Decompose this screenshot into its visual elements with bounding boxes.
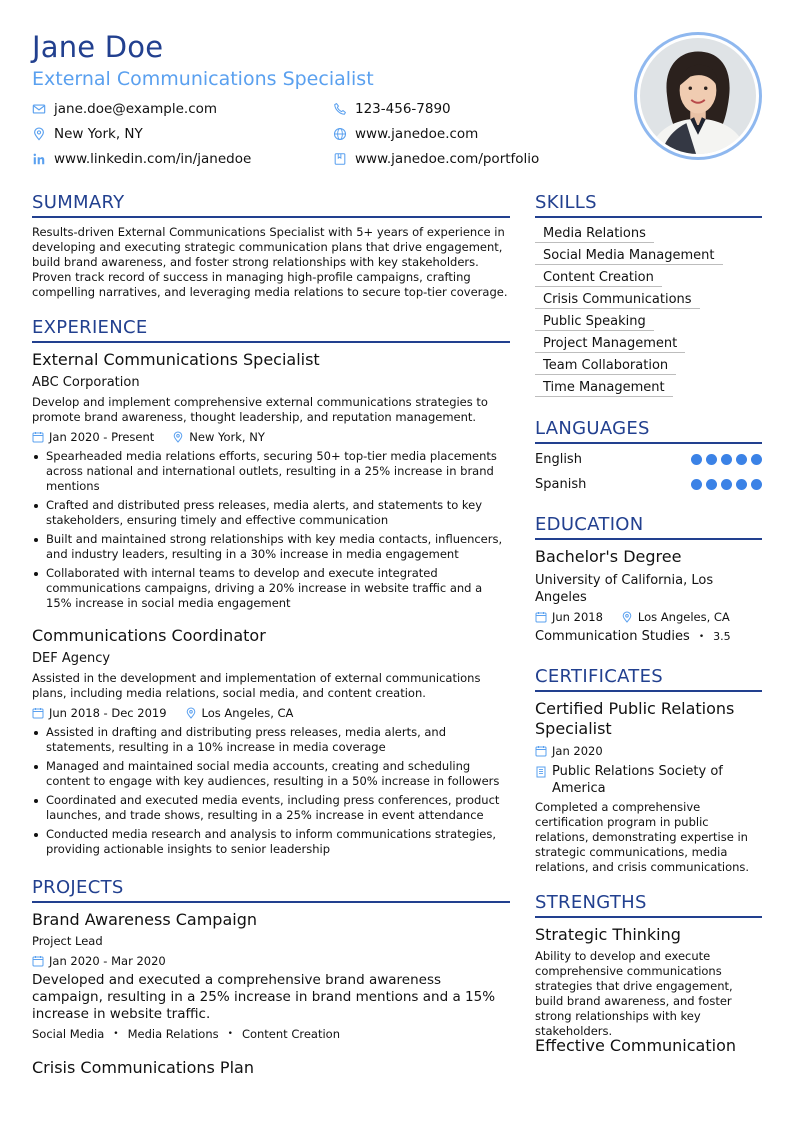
location-pin-icon: [185, 707, 197, 719]
contact-email[interactable]: [32, 101, 217, 117]
education-divider: [535, 538, 762, 540]
experience-divider: [32, 341, 510, 343]
contact-portfolio[interactable]: [333, 151, 539, 167]
portfolio-text: www.janedoe.com/portfolio: [355, 151, 540, 167]
summary-divider: [32, 216, 510, 218]
level-dot: [736, 479, 747, 490]
phone-text: 123-456-7890: [355, 101, 451, 117]
education-location: Los Angeles, CA: [637, 610, 730, 624]
portfolio-icon: [333, 152, 347, 166]
list-item: Assisted in drafting and distributing press releases, media alerts, and statements, resulting in a 10% increase in media coverage: [32, 725, 510, 755]
language-name: Spanish: [535, 477, 587, 492]
job-description: Develop and implement comprehensive external communications strategies to promote brand awareness, thought leadership, and reputation management.: [32, 395, 488, 424]
email-text: jane.doe@example.com: [54, 101, 218, 117]
projects-divider: [32, 901, 510, 903]
certificate-name: Certified Public Relations Specialist: [535, 699, 735, 738]
list-item: Conducted media research and analysis to inform communications strategies, providing actionable insights to senior leadership: [32, 827, 510, 857]
certificate-date: Jan 2020: [552, 744, 603, 758]
skill-item: Public Speaking: [535, 314, 654, 331]
summary-heading: SUMMARY: [32, 192, 125, 213]
language-level: [691, 479, 762, 490]
calendar-icon: [535, 611, 547, 623]
skills-heading: SKILLS: [535, 192, 597, 213]
location-pin-icon: [32, 127, 46, 141]
languages-heading: LANGUAGES: [535, 418, 650, 439]
job-meta: [32, 706, 293, 720]
location-text: New York, NY: [54, 126, 143, 142]
language-row: [535, 477, 762, 492]
languages-divider: [535, 442, 762, 444]
strength-name: Effective Communication: [535, 1036, 736, 1055]
strengths-heading: STRENGTHS: [535, 892, 647, 913]
job-dates: Jun 2018 - Dec 2019: [49, 706, 167, 720]
location-pin-icon: [621, 611, 633, 623]
projects-heading: PROJECTS: [32, 877, 124, 898]
job-meta: [32, 430, 265, 444]
level-dot: [736, 454, 747, 465]
job-dates: Jan 2020 - Present: [49, 430, 155, 444]
contact-location: [32, 126, 143, 142]
skill-item: Team Collaboration: [535, 358, 676, 375]
skill-item: Crisis Communications: [535, 292, 700, 309]
calendar-icon: [32, 431, 44, 443]
gpa: 3.5: [713, 630, 731, 643]
candidate-name: Jane Doe: [32, 30, 164, 64]
list-item: Built and maintained strong relationships with key media contacts, influencers, and industry leaders, resulting in a 30% increase in media engagement: [32, 532, 510, 562]
strength-description: Ability to develop and execute comprehensive communications strategies that drive engagement, build brand awareness, and foster strong relationships with key stakeholders.: [535, 949, 733, 1038]
level-dot: [751, 479, 762, 490]
job-title: Communications Coordinator: [32, 626, 266, 645]
calendar-icon: [535, 745, 547, 757]
language-row: [535, 452, 762, 467]
certificate-issuer-row: [535, 763, 752, 797]
job-location: New York, NY: [189, 430, 265, 444]
job-location: Los Angeles, CA: [201, 706, 294, 720]
linkedin-icon: [32, 152, 46, 166]
certificate-description: Completed a comprehensive certification program in public relations, demonstrating expertise in strategic communications, media relations, and crisis communications.: [535, 800, 750, 874]
level-dot: [706, 479, 717, 490]
project-dates: Jan 2020 - Mar 2020: [49, 954, 166, 968]
job-bullets: [32, 725, 510, 861]
level-dot: [691, 479, 702, 490]
job-company: DEF Agency: [32, 651, 111, 666]
job-bullets: [32, 449, 510, 615]
contact-phone[interactable]: [333, 101, 451, 117]
separator: •: [113, 1029, 119, 1039]
language-level: [691, 454, 762, 465]
separator: •: [698, 631, 705, 642]
phone-icon: [333, 102, 347, 116]
list-item: Coordinated and executed media events, including press conferences, product launches, and trade shows, resulting in a 25% increase in event attendance: [32, 793, 510, 823]
certificates-heading: CERTIFICATES: [535, 666, 663, 687]
project-title: Brand Awareness Campaign: [32, 910, 258, 929]
location-pin-icon: [172, 431, 184, 443]
skill-item: Social Media Management: [535, 248, 723, 265]
certificates-divider: [535, 690, 762, 692]
level-dot: [721, 479, 732, 490]
calendar-icon: [32, 707, 44, 719]
skill-item: Content Creation: [535, 270, 662, 287]
job-company: ABC Corporation: [32, 375, 140, 390]
separator: •: [227, 1029, 233, 1039]
list-item: Crafted and distributed press releases, media alerts, and statements to key stakeholders, ensuring timely and effective communication: [32, 498, 510, 528]
skill-item: Project Management: [535, 336, 685, 353]
experience-heading: EXPERIENCE: [32, 317, 148, 338]
website-text: www.janedoe.com: [355, 126, 479, 142]
list-item: Managed and maintained social media accounts, creating and scheduling content to engage with key audiences, resulting in a 50% increase in followers: [32, 759, 510, 789]
certificate-issuer: Public Relations Society of America: [552, 764, 723, 796]
project-title: Crisis Communications Plan: [32, 1058, 254, 1077]
level-dot: [751, 454, 762, 465]
school: University of California, Los Angeles: [535, 573, 714, 605]
project-description: Developed and executed a comprehensive brand awareness campaign, resulting in a 25% increase in brand mentions and a 15% increase in website traffic.: [32, 972, 496, 1022]
calendar-icon: [32, 955, 44, 967]
education-field-row: [535, 629, 731, 644]
project-role: Project Lead: [32, 934, 103, 948]
education-date: Jun 2018: [552, 610, 603, 624]
contact-linkedin[interactable]: [32, 151, 251, 167]
job-title: External Communications Specialist: [32, 350, 320, 369]
skill-item: Time Management: [535, 380, 673, 397]
tag: Content Creation: [241, 1027, 340, 1041]
language-name: English: [535, 452, 582, 467]
field-of-study: Communication Studies: [535, 629, 690, 644]
building-icon: [535, 766, 547, 778]
strengths-divider: [535, 916, 762, 918]
profile-photo: [640, 38, 756, 154]
profile-photo-frame: [634, 32, 762, 160]
globe-icon: [333, 127, 347, 141]
candidate-role: External Communications Specialist: [32, 68, 374, 90]
level-dot: [691, 454, 702, 465]
tag: Social Media: [32, 1027, 105, 1041]
job-description: Assisted in the development and implementation of external communications plans, including media relations, social media, and content creation.: [32, 671, 481, 700]
envelope-icon: [32, 102, 46, 116]
level-dot: [706, 454, 717, 465]
project-tags: [32, 1027, 340, 1041]
level-dot: [721, 454, 732, 465]
degree: Bachelor's Degree: [535, 547, 682, 566]
education-heading: EDUCATION: [535, 514, 644, 535]
list-item: Collaborated with internal teams to develop and execute integrated communications campaigns, driving a 20% increase in website traffic and a 15% increase in social media engagement: [32, 566, 510, 611]
skill-item: Media Relations: [535, 226, 654, 243]
tag: Media Relations: [127, 1027, 219, 1041]
certificate-meta: [535, 744, 603, 758]
list-item: Spearheaded media relations efforts, securing 50+ top-tier media placements across national and international outlets, resulting in a 25% increase in brand mentions: [32, 449, 510, 494]
strength-name: Strategic Thinking: [535, 925, 681, 944]
summary-text: Results-driven External Communications Specialist with 5+ years of experience in developing and executing strategic communication plans that drive engagement, build brand awareness, and foster strong relationships with key stakeholders. Proven track record of success in managing high-profile campaigns, crafting compelling narratives, and leveraging media relations to secure top-tier coverage.: [32, 225, 508, 299]
contact-website[interactable]: [333, 126, 478, 142]
linkedin-text: www.linkedin.com/in/janedoe: [54, 151, 252, 167]
skills-divider: [535, 216, 762, 218]
education-meta: [535, 610, 730, 624]
project-meta: [32, 954, 166, 968]
